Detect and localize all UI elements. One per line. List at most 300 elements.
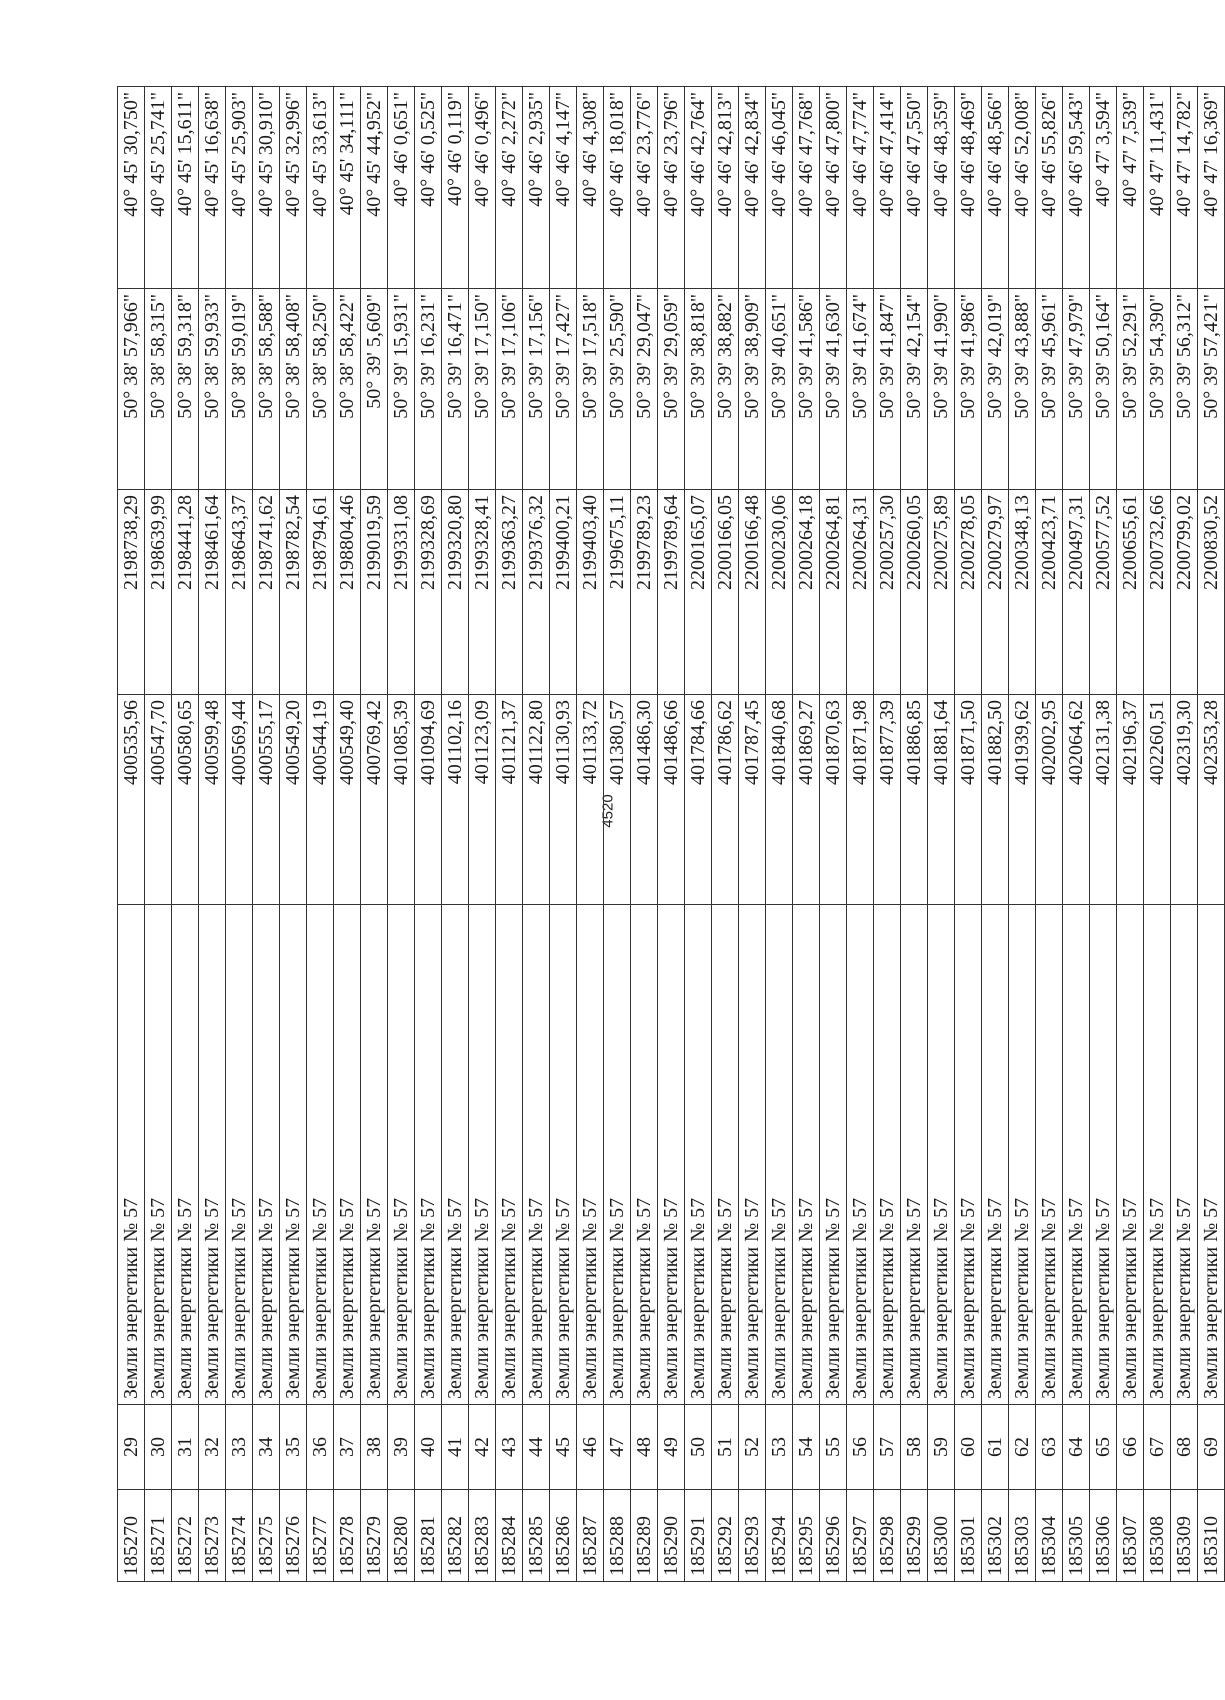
table-row (172, 87, 199, 1582)
cell-longitude: 40° 46' 46,045" (766, 87, 793, 289)
cell-longitude: 40° 46' 42,764" (685, 87, 712, 289)
cell-land-name: Земли энергетики № 57 (226, 905, 253, 1405)
cell-latitude: 50° 39' 41,586" (793, 289, 820, 490)
cell-land-name: Земли энергетики № 57 (685, 905, 712, 1405)
cell-x-coordinate: 402064,62 (1063, 695, 1090, 905)
cell-x-coordinate: 401486,30 (631, 695, 658, 905)
cell-x-coordinate: 401881,64 (928, 695, 955, 905)
cell-record-id: 185277 (307, 1490, 334, 1582)
cell-y-coordinate: 2199320,80 (442, 490, 469, 695)
table-row (739, 87, 766, 1582)
cell-record-id: 185271 (145, 1490, 172, 1582)
cell-longitude: 40° 45' 33,613" (307, 87, 334, 289)
table-row (1009, 87, 1036, 1582)
cell-x-coordinate: 401133,72 (577, 695, 604, 905)
cell-y-coordinate: 2199789,23 (631, 490, 658, 695)
cell-y-coordinate: 2200257,30 (874, 490, 901, 695)
cell-point-number: 35 (280, 1405, 307, 1490)
table-row (874, 87, 901, 1582)
cell-land-name: Земли энергетики № 57 (253, 905, 280, 1405)
cell-y-coordinate: 2200655,61 (1117, 490, 1144, 695)
cell-land-name: Земли энергетики № 57 (1009, 905, 1036, 1405)
cell-latitude: 50° 39' 43,888" (1009, 289, 1036, 490)
cell-point-number: 57 (874, 1405, 901, 1490)
cell-land-name: Земли энергетики № 57 (469, 905, 496, 1405)
cell-land-name: Земли энергетики № 57 (712, 905, 739, 1405)
cell-y-coordinate: 2200497,31 (1063, 490, 1090, 695)
cell-y-coordinate: 2199675,11 (604, 490, 631, 695)
cell-longitude: 40° 46' 0,496" (469, 87, 496, 289)
cell-x-coordinate: 401085,39 (388, 695, 415, 905)
cell-longitude: 40° 47' 16,369" (1198, 87, 1225, 289)
cell-x-coordinate: 401130,93 (550, 695, 577, 905)
cell-land-name: Земли энергетики № 57 (1171, 905, 1198, 1405)
cell-latitude: 50° 39' 25,590" (604, 289, 631, 490)
table-row (226, 87, 253, 1582)
cell-record-id: 185283 (469, 1490, 496, 1582)
cell-land-name: Земли энергетики № 57 (604, 905, 631, 1405)
cell-land-name: Земли энергетики № 57 (361, 905, 388, 1405)
table-row (577, 87, 604, 1582)
cell-x-coordinate: 400599,48 (199, 695, 226, 905)
cell-latitude: 50° 39' 29,047" (631, 289, 658, 490)
cell-point-number: 43 (496, 1405, 523, 1490)
cell-record-id: 185301 (955, 1490, 982, 1582)
cell-land-name: Земли энергетики № 57 (172, 905, 199, 1405)
cell-latitude: 50° 39' 38,818" (685, 289, 712, 490)
cell-longitude: 40° 45' 30,910" (253, 87, 280, 289)
cell-x-coordinate: 400769,42 (361, 695, 388, 905)
cell-land-name: Земли энергетики № 57 (982, 905, 1009, 1405)
cell-longitude: 40° 45' 15,611" (172, 87, 199, 289)
cell-y-coordinate: 2200423,71 (1036, 490, 1063, 695)
cell-latitude: 50° 38' 59,019" (226, 289, 253, 490)
cell-longitude: 40° 46' 47,550" (901, 87, 928, 289)
cell-latitude: 50° 38' 59,318" (172, 289, 199, 490)
page-number: 4520 (599, 794, 617, 828)
cell-latitude: 50° 39' 52,291" (1117, 289, 1144, 490)
cell-longitude: 40° 46' 42,813" (712, 87, 739, 289)
cell-record-id: 185291 (685, 1490, 712, 1582)
cell-y-coordinate: 2198643,37 (226, 490, 253, 695)
cell-point-number: 62 (1009, 1405, 1036, 1490)
coordinates-table (117, 86, 1225, 1582)
cell-land-name: Земли энергетики № 57 (874, 905, 901, 1405)
cell-latitude: 50° 38' 58,315" (145, 289, 172, 490)
cell-longitude: 40° 46' 0,119" (442, 87, 469, 289)
cell-x-coordinate: 401871,98 (847, 695, 874, 905)
cell-y-coordinate: 2199331,08 (388, 490, 415, 695)
table-row (388, 87, 415, 1582)
cell-record-id: 185300 (928, 1490, 955, 1582)
cell-point-number: 56 (847, 1405, 874, 1490)
cell-y-coordinate: 2200166,48 (739, 490, 766, 695)
cell-longitude: 40° 45' 30,750" (118, 87, 145, 289)
cell-y-coordinate: 2200264,31 (847, 490, 874, 695)
cell-land-name: Земли энергетики № 57 (766, 905, 793, 1405)
cell-land-name: Земли энергетики № 57 (658, 905, 685, 1405)
cell-y-coordinate: 2199363,27 (496, 490, 523, 695)
table-row (928, 87, 955, 1582)
cell-latitude: 50° 39' 54,390" (1144, 289, 1171, 490)
cell-point-number: 42 (469, 1405, 496, 1490)
cell-x-coordinate: 401787,45 (739, 695, 766, 905)
cell-y-coordinate: 2199403,40 (577, 490, 604, 695)
table-row (1090, 87, 1117, 1582)
cell-y-coordinate: 2200799,02 (1171, 490, 1198, 695)
cell-record-id: 185279 (361, 1490, 388, 1582)
table-body (118, 87, 1225, 1582)
cell-land-name: Земли энергетики № 57 (577, 905, 604, 1405)
cell-y-coordinate: 2199328,69 (415, 490, 442, 695)
cell-land-name: Земли энергетики № 57 (280, 905, 307, 1405)
cell-latitude: 50° 39' 15,931" (388, 289, 415, 490)
cell-x-coordinate: 401121,37 (496, 695, 523, 905)
cell-record-id: 185309 (1171, 1490, 1198, 1582)
cell-x-coordinate: 402353,28 (1198, 695, 1225, 905)
cell-latitude: 50° 39' 41,630" (820, 289, 847, 490)
cell-y-coordinate: 2199789,64 (658, 490, 685, 695)
cell-latitude: 50° 38' 58,588" (253, 289, 280, 490)
table-row (145, 87, 172, 1582)
cell-latitude: 50° 39' 16,471" (442, 289, 469, 490)
cell-x-coordinate: 400535,96 (118, 695, 145, 905)
cell-y-coordinate: 2200264,81 (820, 490, 847, 695)
cell-y-coordinate: 2198441,28 (172, 490, 199, 695)
cell-land-name: Земли энергетики № 57 (415, 905, 442, 1405)
table-row (199, 87, 226, 1582)
cell-latitude: 50° 39' 40,651" (766, 289, 793, 490)
cell-point-number: 52 (739, 1405, 766, 1490)
cell-record-id: 185280 (388, 1490, 415, 1582)
cell-land-name: Земли энергетики № 57 (820, 905, 847, 1405)
table-row (415, 87, 442, 1582)
cell-longitude: 40° 46' 2,935" (523, 87, 550, 289)
cell-latitude: 50° 39' 38,909" (739, 289, 766, 490)
cell-x-coordinate: 401877,39 (874, 695, 901, 905)
table-row (361, 87, 388, 1582)
cell-point-number: 67 (1144, 1405, 1171, 1490)
cell-latitude: 50° 38' 59,933" (199, 289, 226, 490)
cell-land-name: Земли энергетики № 57 (793, 905, 820, 1405)
cell-longitude: 40° 45' 32,996" (280, 87, 307, 289)
cell-latitude: 50° 39' 45,961" (1036, 289, 1063, 490)
cell-y-coordinate: 2200732,66 (1144, 490, 1171, 695)
cell-longitude: 40° 46' 59,543" (1063, 87, 1090, 289)
cell-point-number: 60 (955, 1405, 982, 1490)
cell-record-id: 185287 (577, 1490, 604, 1582)
cell-record-id: 185284 (496, 1490, 523, 1582)
cell-land-name: Земли энергетики № 57 (928, 905, 955, 1405)
cell-point-number: 54 (793, 1405, 820, 1490)
cell-longitude: 40° 46' 48,359" (928, 87, 955, 289)
cell-longitude: 40° 45' 25,903" (226, 87, 253, 289)
cell-point-number: 41 (442, 1405, 469, 1490)
cell-record-id: 185306 (1090, 1490, 1117, 1582)
cell-point-number: 64 (1063, 1405, 1090, 1490)
cell-latitude: 50° 39' 17,150" (469, 289, 496, 490)
cell-y-coordinate: 2198639,99 (145, 490, 172, 695)
cell-x-coordinate: 401882,50 (982, 695, 1009, 905)
cell-x-coordinate: 402196,37 (1117, 695, 1144, 905)
cell-point-number: 59 (928, 1405, 955, 1490)
cell-x-coordinate: 400547,70 (145, 695, 172, 905)
cell-latitude: 50° 38' 58,422" (334, 289, 361, 490)
cell-longitude: 40° 46' 0,651" (388, 87, 415, 289)
table-row (847, 87, 874, 1582)
cell-point-number: 46 (577, 1405, 604, 1490)
table-row (712, 87, 739, 1582)
cell-x-coordinate: 401871,50 (955, 695, 982, 905)
table-row (523, 87, 550, 1582)
cell-record-id: 185305 (1063, 1490, 1090, 1582)
cell-longitude: 40° 46' 0,525" (415, 87, 442, 289)
cell-record-id: 185295 (793, 1490, 820, 1582)
cell-point-number: 30 (145, 1405, 172, 1490)
cell-point-number: 45 (550, 1405, 577, 1490)
cell-land-name: Земли энергетики № 57 (145, 905, 172, 1405)
cell-longitude: 40° 47' 7,539" (1117, 87, 1144, 289)
cell-record-id: 185281 (415, 1490, 442, 1582)
cell-point-number: 48 (631, 1405, 658, 1490)
cell-longitude: 40° 45' 16,638" (199, 87, 226, 289)
cell-y-coordinate: 2199328,41 (469, 490, 496, 695)
cell-point-number: 39 (388, 1405, 415, 1490)
table-row (1171, 87, 1198, 1582)
cell-point-number: 29 (118, 1405, 145, 1490)
cell-longitude: 40° 46' 47,774" (847, 87, 874, 289)
cell-y-coordinate: 2198782,54 (280, 490, 307, 695)
cell-land-name: Земли энергетики № 57 (334, 905, 361, 1405)
cell-record-id: 185286 (550, 1490, 577, 1582)
cell-x-coordinate: 401869,27 (793, 695, 820, 905)
cell-point-number: 68 (1171, 1405, 1198, 1490)
table-row (955, 87, 982, 1582)
table-row (334, 87, 361, 1582)
cell-land-name: Земли энергетики № 57 (1090, 905, 1117, 1405)
table-row (496, 87, 523, 1582)
cell-record-id: 185310 (1198, 1490, 1225, 1582)
cell-point-number: 55 (820, 1405, 847, 1490)
cell-land-name: Земли энергетики № 57 (955, 905, 982, 1405)
cell-y-coordinate: 2200348,13 (1009, 490, 1036, 695)
cell-y-coordinate: 2200230,06 (766, 490, 793, 695)
cell-land-name: Земли энергетики № 57 (199, 905, 226, 1405)
cell-longitude: 40° 46' 4,308" (577, 87, 604, 289)
cell-record-id: 185274 (226, 1490, 253, 1582)
cell-point-number: 38 (361, 1405, 388, 1490)
cell-point-number: 44 (523, 1405, 550, 1490)
cell-y-coordinate: 2200275,89 (928, 490, 955, 695)
cell-record-id: 185289 (631, 1490, 658, 1582)
cell-y-coordinate: 2199400,21 (550, 490, 577, 695)
cell-land-name: Земли энергетики № 57 (550, 905, 577, 1405)
table-row (118, 87, 145, 1582)
cell-record-id: 185282 (442, 1490, 469, 1582)
table-row (982, 87, 1009, 1582)
cell-x-coordinate: 401102,16 (442, 695, 469, 905)
cell-latitude: 50° 39' 41,986" (955, 289, 982, 490)
cell-x-coordinate: 401840,68 (766, 695, 793, 905)
cell-point-number: 50 (685, 1405, 712, 1490)
cell-longitude: 40° 46' 47,414" (874, 87, 901, 289)
cell-point-number: 47 (604, 1405, 631, 1490)
cell-record-id: 185278 (334, 1490, 361, 1582)
cell-x-coordinate: 401870,63 (820, 695, 847, 905)
cell-point-number: 40 (415, 1405, 442, 1490)
cell-record-id: 185276 (280, 1490, 307, 1582)
cell-record-id: 185307 (1117, 1490, 1144, 1582)
cell-record-id: 185302 (982, 1490, 1009, 1582)
cell-point-number: 37 (334, 1405, 361, 1490)
cell-latitude: 50° 39' 56,312" (1171, 289, 1198, 490)
cell-record-id: 185285 (523, 1490, 550, 1582)
table-row (550, 87, 577, 1582)
table-row (631, 87, 658, 1582)
cell-x-coordinate: 401380,57 (604, 695, 631, 905)
cell-x-coordinate: 401123,09 (469, 695, 496, 905)
cell-longitude: 40° 47' 14,782" (1171, 87, 1198, 289)
cell-y-coordinate: 2200279,97 (982, 490, 1009, 695)
table-row (766, 87, 793, 1582)
cell-latitude: 50° 39' 17,518" (577, 289, 604, 490)
cell-y-coordinate: 2198461,64 (199, 490, 226, 695)
cell-land-name: Земли энергетики № 57 (496, 905, 523, 1405)
cell-longitude: 40° 46' 2,272" (496, 87, 523, 289)
cell-record-id: 185294 (766, 1490, 793, 1582)
cell-y-coordinate: 2200260,05 (901, 490, 928, 695)
cell-longitude: 40° 47' 11,431" (1144, 87, 1171, 289)
table-row (442, 87, 469, 1582)
cell-record-id: 185303 (1009, 1490, 1036, 1582)
cell-longitude: 40° 47' 3,594" (1090, 87, 1117, 289)
cell-x-coordinate: 402002,95 (1036, 695, 1063, 905)
cell-record-id: 185275 (253, 1490, 280, 1582)
cell-y-coordinate: 2200278,05 (955, 490, 982, 695)
cell-land-name: Земли энергетики № 57 (901, 905, 928, 1405)
cell-record-id: 185293 (739, 1490, 766, 1582)
cell-point-number: 49 (658, 1405, 685, 1490)
table-row (604, 87, 631, 1582)
cell-latitude: 50° 38' 58,250" (307, 289, 334, 490)
cell-record-id: 185272 (172, 1490, 199, 1582)
cell-record-id: 185292 (712, 1490, 739, 1582)
cell-land-name: Земли энергетики № 57 (523, 905, 550, 1405)
cell-point-number: 31 (172, 1405, 199, 1490)
cell-land-name: Земли энергетики № 57 (307, 905, 334, 1405)
cell-point-number: 69 (1198, 1405, 1225, 1490)
cell-point-number: 66 (1117, 1405, 1144, 1490)
cell-longitude: 40° 46' 42,834" (739, 87, 766, 289)
cell-longitude: 40° 45' 44,952" (361, 87, 388, 289)
table-row (1144, 87, 1171, 1582)
cell-land-name: Земли энергетики № 57 (1198, 905, 1225, 1405)
cell-x-coordinate: 400549,20 (280, 695, 307, 905)
cell-longitude: 40° 46' 23,796" (658, 87, 685, 289)
cell-latitude: 50° 39' 5,609" (361, 289, 388, 490)
cell-latitude: 50° 39' 38,882" (712, 289, 739, 490)
table-row (469, 87, 496, 1582)
cell-latitude: 50° 39' 29,059" (658, 289, 685, 490)
cell-latitude: 50° 39' 41,674" (847, 289, 874, 490)
cell-y-coordinate: 2198741,62 (253, 490, 280, 695)
cell-x-coordinate: 400569,44 (226, 695, 253, 905)
cell-record-id: 185296 (820, 1490, 847, 1582)
cell-x-coordinate: 402319,30 (1171, 695, 1198, 905)
cell-y-coordinate: 2200264,18 (793, 490, 820, 695)
cell-point-number: 51 (712, 1405, 739, 1490)
cell-land-name: Земли энергетики № 57 (1117, 905, 1144, 1405)
cell-latitude: 50° 39' 17,106" (496, 289, 523, 490)
cell-record-id: 185299 (901, 1490, 928, 1582)
cell-x-coordinate: 400555,17 (253, 695, 280, 905)
cell-record-id: 185304 (1036, 1490, 1063, 1582)
cell-y-coordinate: 2200577,52 (1090, 490, 1117, 695)
cell-x-coordinate: 400549,40 (334, 695, 361, 905)
cell-x-coordinate: 400544,19 (307, 695, 334, 905)
cell-y-coordinate: 2199019,59 (361, 490, 388, 695)
cell-land-name: Земли энергетики № 57 (118, 905, 145, 1405)
cell-x-coordinate: 401939,62 (1009, 695, 1036, 905)
cell-x-coordinate: 400580,65 (172, 695, 199, 905)
cell-point-number: 36 (307, 1405, 334, 1490)
cell-record-id: 185273 (199, 1490, 226, 1582)
cell-land-name: Земли энергетики № 57 (739, 905, 766, 1405)
table-row (1198, 87, 1225, 1582)
cell-longitude: 40° 46' 4,147" (550, 87, 577, 289)
cell-land-name: Земли энергетики № 57 (442, 905, 469, 1405)
cell-latitude: 50° 39' 42,154" (901, 289, 928, 490)
cell-point-number: 58 (901, 1405, 928, 1490)
cell-latitude: 50° 39' 16,231" (415, 289, 442, 490)
cell-land-name: Земли энергетики № 57 (1036, 905, 1063, 1405)
table-row (901, 87, 928, 1582)
table-row (280, 87, 307, 1582)
cell-y-coordinate: 2199376,32 (523, 490, 550, 695)
cell-y-coordinate: 2200830,52 (1198, 490, 1225, 695)
cell-x-coordinate: 401122,80 (523, 695, 550, 905)
table-row (1036, 87, 1063, 1582)
cell-record-id: 185288 (604, 1490, 631, 1582)
cell-longitude: 40° 45' 25,741" (145, 87, 172, 289)
cell-land-name: Земли энергетики № 57 (631, 905, 658, 1405)
cell-x-coordinate: 401886,85 (901, 695, 928, 905)
cell-x-coordinate: 401094,69 (415, 695, 442, 905)
cell-land-name: Земли энергетики № 57 (1063, 905, 1090, 1405)
table-row (793, 87, 820, 1582)
coordinates-table-frame (117, 87, 1222, 1582)
cell-land-name: Земли энергетики № 57 (1144, 905, 1171, 1405)
cell-y-coordinate: 2200165,07 (685, 490, 712, 695)
cell-longitude: 40° 46' 47,768" (793, 87, 820, 289)
cell-x-coordinate: 402131,38 (1090, 695, 1117, 905)
table-row (253, 87, 280, 1582)
cell-point-number: 32 (199, 1405, 226, 1490)
table-row (1117, 87, 1144, 1582)
cell-longitude: 40° 46' 48,566" (982, 87, 1009, 289)
cell-y-coordinate: 2198738,29 (118, 490, 145, 695)
cell-y-coordinate: 2198804,46 (334, 490, 361, 695)
cell-latitude: 50° 38' 57,966" (118, 289, 145, 490)
cell-latitude: 50° 39' 42,019" (982, 289, 1009, 490)
cell-latitude: 50° 39' 41,990" (928, 289, 955, 490)
cell-latitude: 50° 39' 57,421" (1198, 289, 1225, 490)
cell-point-number: 65 (1090, 1405, 1117, 1490)
cell-record-id: 185308 (1144, 1490, 1171, 1582)
cell-x-coordinate: 401784,66 (685, 695, 712, 905)
cell-record-id: 185297 (847, 1490, 874, 1582)
cell-longitude: 40° 46' 55,826" (1036, 87, 1063, 289)
